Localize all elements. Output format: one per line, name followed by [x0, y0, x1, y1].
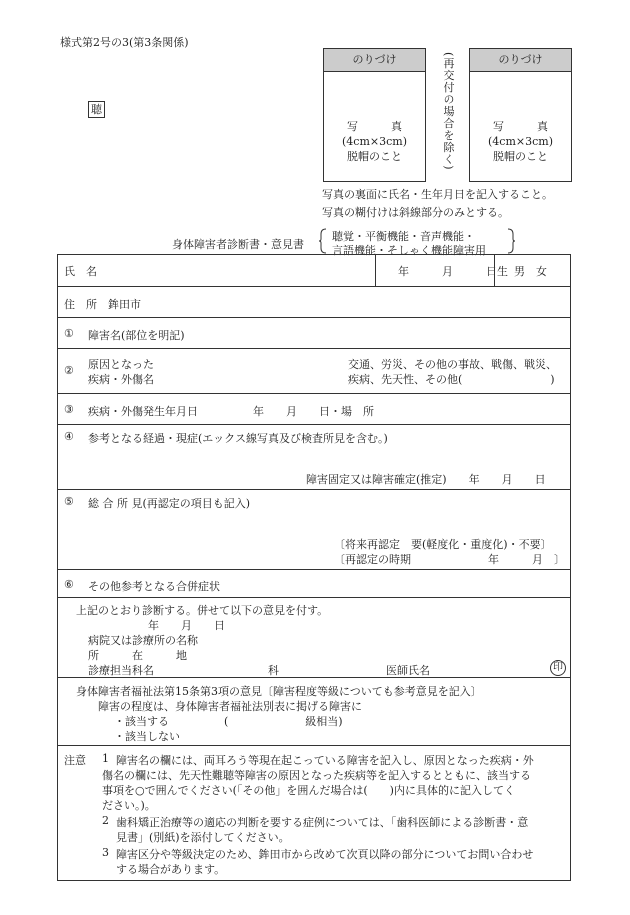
department-suffix: 科 [268, 664, 279, 677]
seal-mark: 印 [550, 660, 566, 676]
onset-date-label: 疾病・外傷発生年月日 年 月 日・場 所 [88, 405, 374, 418]
row-5 [58, 489, 570, 569]
row-2 [58, 348, 570, 393]
glue-header: のりづけ [470, 49, 571, 72]
doctor-name-label: 医師氏名 [386, 664, 430, 677]
row-6 [58, 569, 570, 597]
recert-required: 〔将来再認定 要(軽度化・重度化)・不要〕 [334, 538, 552, 551]
cause-options-1: 交通、労災、その他の事故、戦傷、戦災、 [348, 358, 557, 371]
photo-note-2: 写真の糊付けは斜線部分のみとする。 [322, 206, 509, 219]
diagnosis-statement: 上記のとおり診断する。併せて以下の意見を付す。 [76, 604, 329, 617]
note-1-line-4: ださい。)。 [102, 799, 156, 812]
history-label: 参考となる経過・現症(エックス線写真及び検査所見を含む。) [88, 432, 388, 445]
divider [494, 254, 495, 286]
address-label: 住 所 鉾田市 [64, 298, 141, 311]
cause-options-2: 疾病、先天性、その他( ) [348, 373, 555, 386]
complications-label: その他参考となる合併症状 [88, 580, 220, 593]
divider [375, 254, 376, 286]
row-number: ① [64, 327, 74, 340]
diagnosis-block [58, 597, 570, 677]
note-1-line-3: 事項を○で囲んでください(「その他」を囲んだ場合は( )内に具体的に記入してく [102, 784, 515, 797]
note-1-line-2: 傷名の欄には、先天性難聴等障害の原因となった疾病等を記入するとともに、該当する [102, 769, 531, 782]
opinion-title: 身体障害者福祉法第15条第3項の意見〔障害程度等級についても参考意見を記入〕 [76, 685, 482, 698]
birth-label: 年 月 日生 [398, 265, 508, 278]
row-number: ② [64, 364, 74, 377]
opinion-applicable: ・該当する ( 級相当) [114, 715, 343, 728]
opinion-block [58, 677, 570, 745]
recert-period: 〔再認定の時期 年 月 〕 [334, 553, 565, 566]
photo-size: (4cm×3cm) [488, 135, 553, 148]
notes-label: 注意 [64, 754, 86, 767]
right-brace [506, 228, 516, 254]
note-2-line-2: 見書」(別紙)を添付してください。 [116, 831, 290, 844]
disability-name-label: 障害名(部位を明記) [88, 329, 185, 342]
photo-hat-note: 脱帽のこと [347, 150, 402, 163]
overall-findings-label: 総 合 所 見(再認定の項目も記入) [88, 497, 251, 510]
hospital-name-label: 病院又は診療所の名称 [88, 634, 198, 647]
form-code: 様式第2号の3(第3条関係) [60, 36, 189, 49]
glue-header: のりづけ [324, 49, 425, 72]
row-3 [58, 393, 570, 424]
note-number: 3 [102, 846, 109, 859]
row-number: ③ [64, 403, 74, 416]
row-number: ④ [64, 430, 74, 443]
name-row [58, 254, 570, 286]
note-number: 2 [102, 814, 109, 827]
photo-size: (4cm×3cm) [342, 135, 407, 148]
photo-note-1: 写真の裏面に氏名・生年月日を記入すること。 [322, 188, 553, 201]
cause-label-2: 疾病・外傷名 [88, 373, 154, 386]
reissue-note: (再交付の場合を除く) [442, 52, 455, 171]
title-sub-1: 聴覚・平衡機能・音声機能・ [332, 230, 475, 243]
diagnosis-date: 年 月 日 [148, 619, 225, 632]
photo-label: 写 真 [493, 120, 548, 133]
form-title: 身体障害者診断書・意見書 [172, 238, 304, 251]
notes-block [58, 745, 570, 882]
address-row [58, 286, 570, 317]
row-number: ⑤ [64, 495, 74, 508]
note-2-line-1: 歯科矯正治療等の適応の判断を要する症例については、「歯科医師による診断書・意 [116, 816, 529, 829]
row-number: ⑥ [64, 578, 74, 591]
chou-mark: 聴 [88, 101, 105, 118]
photo-box-left [323, 48, 426, 182]
name-label: 氏 名 [64, 265, 97, 278]
note-3-line-2: する場合があります。 [116, 863, 226, 876]
opinion-statement: 障害の程度は、身体障害者福祉法別表に掲げる障害に [98, 700, 362, 713]
cause-label-1: 原因となった [88, 358, 154, 371]
note-number: 1 [102, 752, 109, 765]
opinion-not-applicable: ・該当しない [114, 730, 180, 743]
hospital-address-label: 所 在 地 [88, 649, 187, 662]
title-sub-2: 言語機能・そしゃく機能障害用 [332, 244, 486, 257]
row-1 [58, 317, 570, 348]
left-brace [318, 228, 328, 254]
department-label: 診療担当科名 [88, 664, 154, 677]
note-1-line-1: 障害名の欄には、両耳ろう等現在起こっている障害を記入し、原因となった疾病・外 [116, 754, 534, 767]
sex-label: 男 女 [514, 265, 547, 278]
photo-hat-note: 脱帽のこと [493, 150, 548, 163]
photo-box-right [469, 48, 572, 182]
row-4 [58, 424, 570, 489]
fixed-date-label: 障害固定又は障害確定(推定) 年 月 日 [306, 473, 546, 486]
note-3-line-1: 障害区分や等級決定のため、鉾田市から改めて次頁以降の部分についてお問い合わせ [116, 848, 534, 861]
diagnosis-table [57, 254, 571, 881]
photo-label: 写 真 [347, 120, 402, 133]
